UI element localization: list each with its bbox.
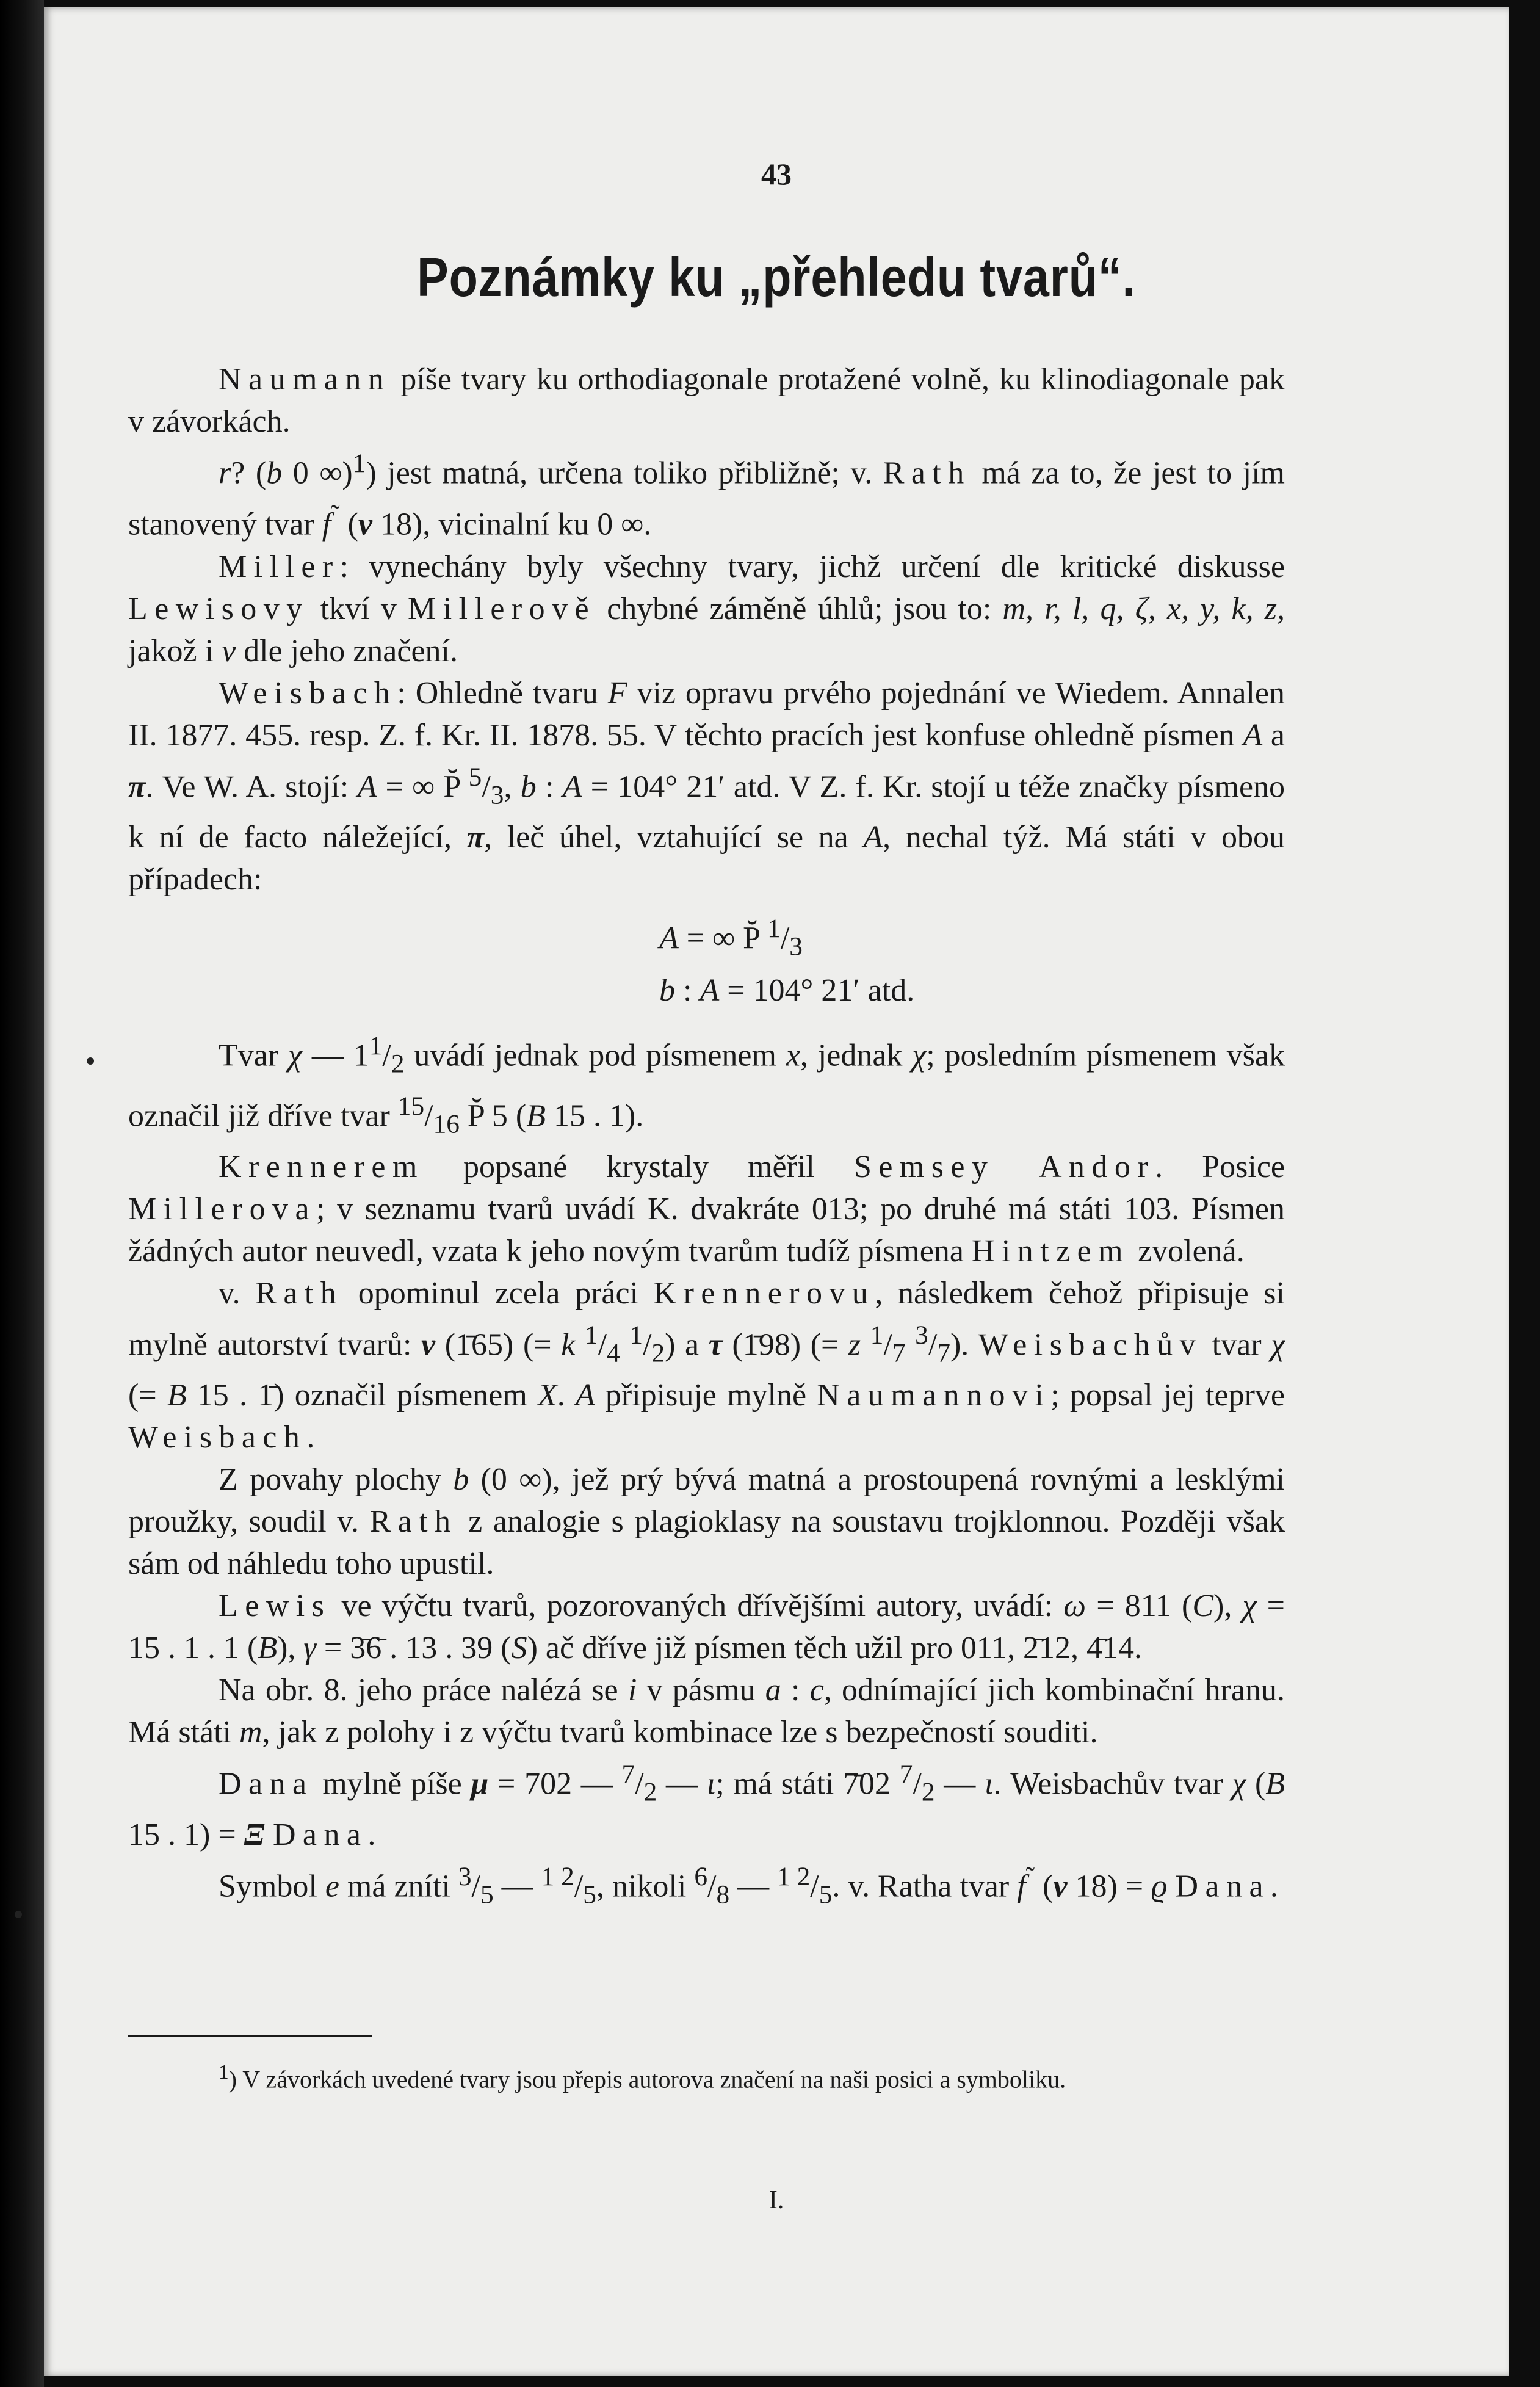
footnote bbox=[128, 2057, 1285, 2095]
signature-mark: I. bbox=[768, 2186, 784, 2214]
paragraph: Krennerem popsané krystaly měřil Semsey Andor. Posice Millerova; v seznamu tvarů uvádí K. dvakráte 013; po druhé má státi 103. Písmen žádných autor neuvedl, vzata k jeho novým tvarům tudíž písmena Hintzem zvolená. bbox=[128, 1149, 1285, 1269]
paragraph: Na obr. 8. jeho práce nalézá se i v pásmu a : c, odnímající jich kombinační hranu. Má státi m, jak z polohy i z výčtu tvarů kombinace lze s bezpečností souditi. bbox=[128, 1673, 1285, 1750]
paragraph: Naumann píše tvary ku orthodiagonale protažené volně, ku klinodiagonale pak v závorkách. bbox=[128, 362, 1285, 439]
paragraph: Miller: vynechány byly všechny tvary, jichž určení dle kritické diskusse Lewisovy tkví v Millerově chybné záměně úhlů; jsou to: m, r, l, q, ζ, x, y, k, z, jakož i v dle jeho značení. bbox=[128, 549, 1285, 668]
body-text bbox=[128, 358, 1285, 1916]
paragraph: r? (b 0 ∞)$^1$) jest matná, určena toliko přibližně; v. Rath má za to, že jest to jím stanovený tvar f˜ (v 18), vicinalní ku 0 ∞. bbox=[128, 449, 1285, 542]
speck bbox=[15, 1911, 22, 1918]
formula-line: b : A = 104° 21′ atd. bbox=[659, 973, 915, 1009]
book-gutter-shadow bbox=[0, 0, 44, 2387]
page-number: 43 bbox=[761, 157, 792, 191]
page bbox=[44, 7, 1509, 2376]
paragraph: v. Rath opominul zcela práci Krennerovu, následkem čehož připisuje si mylně autorství tvarů: v (1̄65) (= k $^1/_4$ $^1/_2$) a τ (1̄98) (= z $^1/_7$ $^3/_7$). Weisbachův tvar χ (= B 15 . 1̄) označil písmenem X. A připisuje mylně Naumannovi; popsal jej teprve Weisbach. bbox=[128, 1275, 1285, 1455]
formula-line: A = ∞ P̆ $^1/_3$ bbox=[659, 914, 803, 962]
formula-block bbox=[128, 907, 1285, 1013]
paragraph: Z povahy plochy b (0 ∞), jež prý bývá matná a prostoupená rovnými a lesklými proužky, soudil v. Rath z analogie s plagioklasy na soustavu trojklonnou. Později však sám od náhledu toho upustil. bbox=[128, 1462, 1285, 1582]
paragraph: Lewis ve výčtu tvarů, pozorovaných dřívějšími autory, uvádí: ω = 811 (C), χ = 15 . 1 . 1 (B), γ = 3̄6̄ . 13 . 39 (S) ač dříve již písmen těch užil pro 011, 2̄12, 4̄14. bbox=[128, 1588, 1285, 1666]
paragraph: Symbol e má zníti $^3/_5$ — $^{1 2}/_5$, nikoli $^6/_8$ — $^{1 2}/_5$. v. Ratha tvar f˜ (v 18) = ϱ Dana. bbox=[219, 1861, 1279, 1910]
page-title: Poznámky ku „přehledu tvarů“. bbox=[417, 247, 1136, 308]
paragraph: Weisbach: Ohledně tvaru F viz opravu prvého pojednání ve Wiedem. Annalen II. 1877. 455. resp. Z. f. Kr. II. 1878. 55. V těchto pracích jest konfuse ohledně písmen A a π. Ve W. A. stojí: A = ∞ P̆ $^5/_3$, b : A = 104° 21′ atd. V Z. f. Kr. stojí u téže značky písmeno k ní de facto náležející, π, leč úhel, vztahující se na A, nechal týž. Má státi v obou případech: bbox=[128, 675, 1285, 897]
footnote-rule bbox=[128, 2035, 372, 2037]
footnote-text: $^1$) V závorkách uvedené tvary jsou přepis autorova značení na naši posici a symboliku. bbox=[219, 2061, 1066, 2093]
paragraph: Tvar χ — $1^1/_2$ uvádí jednak pod písmenem x, jednak χ; posledním písmenem však označil již dříve tvar $^{15}/_{16}$ P̆ 5 (B 15 . 1). bbox=[128, 1031, 1285, 1139]
paragraph: Dana mylně píše μ = 702 — $^7/_2$ — ι; má státi 7̄02 $^7/_2$ — ι. Weisbachův tvar χ (B 15 . 1) = Ξ Dana. bbox=[128, 1759, 1285, 1852]
speck bbox=[87, 1057, 94, 1065]
